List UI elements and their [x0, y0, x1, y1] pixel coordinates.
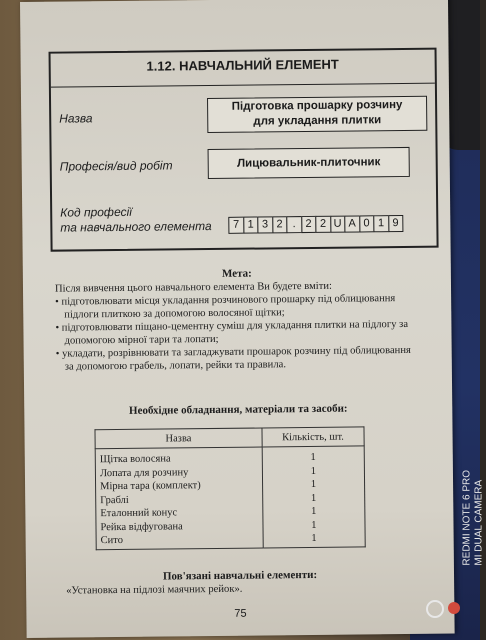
goal-bullet: • укладати, розрівнювати та загладжувати прошарок розчину під облицювання за допомогою грабель, лопати, рейки та правила.: [55, 344, 411, 373]
equipment-table: [94, 426, 365, 550]
code-cell: .: [286, 216, 302, 233]
item-names-cell: [95, 447, 263, 550]
code-cell: 2: [301, 216, 317, 233]
item-qty: 1: [310, 451, 316, 463]
name-value-box: [207, 96, 427, 133]
code-cell: 3: [257, 216, 273, 233]
item-name: Рейка відфугована: [100, 520, 183, 533]
item-qty: 1: [311, 519, 317, 531]
code-cell: 1: [243, 217, 259, 234]
profession-value: Лицювальник-плиточник: [208, 147, 410, 179]
element-info-box: [49, 48, 439, 252]
goal-body: [55, 279, 420, 374]
item-qty-cell: [262, 446, 365, 548]
code-label-line-2: та навчального елемента: [60, 219, 212, 235]
item-qty: 1: [311, 532, 317, 544]
profession-label: Професія/вид робіт: [59, 158, 173, 174]
item-qty: 1: [310, 465, 316, 477]
element-title: 1.12. НАВЧАЛЬНИЙ ЕЛЕМЕНТ: [146, 56, 339, 74]
code-cell: 2: [272, 216, 288, 233]
column-header-name: Назва: [95, 428, 262, 449]
goal-bullet: • підготовлювати місця укладання розчинового прошарку під облицювання підлоги плиткою за допомогою волосяної щітки;: [55, 293, 396, 321]
item-name: Щітка волосяна: [99, 453, 171, 466]
watermark-line-2: MI DUAL CAMERA: [474, 479, 485, 566]
code-label-line-1: Код професії: [60, 204, 132, 220]
code-cell: A: [344, 215, 360, 232]
code-cell: 0: [359, 215, 375, 232]
related-heading: Пов'язані навчальні елементи:: [162, 568, 318, 583]
goal-heading: Мета:: [221, 267, 252, 280]
code-cell: 1: [373, 215, 389, 232]
code-cell: 2: [315, 216, 331, 233]
name-label: Назва: [59, 111, 93, 126]
code-cell: U: [330, 216, 346, 233]
item-qty: 1: [310, 492, 317, 504]
name-line-2: для укладання плитки: [253, 114, 382, 128]
goal-intro: Після вивчення цього навчального елемента Ви будете вміти:: [54, 280, 333, 295]
item-name: Граблі: [100, 494, 129, 506]
item-name: Мірна тара (комплект): [100, 480, 201, 493]
item-qty: 1: [310, 478, 317, 490]
code-cell: 7: [228, 217, 244, 234]
title-divider: [51, 83, 435, 88]
code-cell: 9: [388, 215, 404, 232]
item-name: Лопата для розчину: [99, 466, 189, 479]
item-name: Сито: [100, 534, 124, 547]
related-text: «Установка на підлозі маячних рейок».: [66, 583, 243, 597]
watermark-line-1: REDMI NOTE 6 PRO: [462, 470, 473, 566]
code-label: [60, 204, 212, 236]
table-row: [95, 446, 365, 550]
camera-watermark: [462, 470, 486, 566]
watermark-dot-icon: [448, 602, 460, 614]
column-header-qty: Кількість, шт.: [262, 427, 364, 447]
page-number: 75: [234, 607, 247, 620]
watermark-ring-icon: [426, 600, 444, 618]
item-qty: 1: [311, 505, 317, 517]
name-line-1: Підготовка прошарку розчину: [231, 99, 403, 113]
item-name: Еталонний конус: [100, 507, 178, 520]
goal-bullet: • підготовлювати піщано-цементну суміш для укладання плитки на підлогу за допомогою мірної тари та лопати;: [55, 318, 409, 347]
book-page: [20, 0, 455, 638]
equipment-heading: Необхідне обладнання, матеріали та засоби:: [128, 402, 348, 417]
code-cells: [228, 215, 402, 234]
